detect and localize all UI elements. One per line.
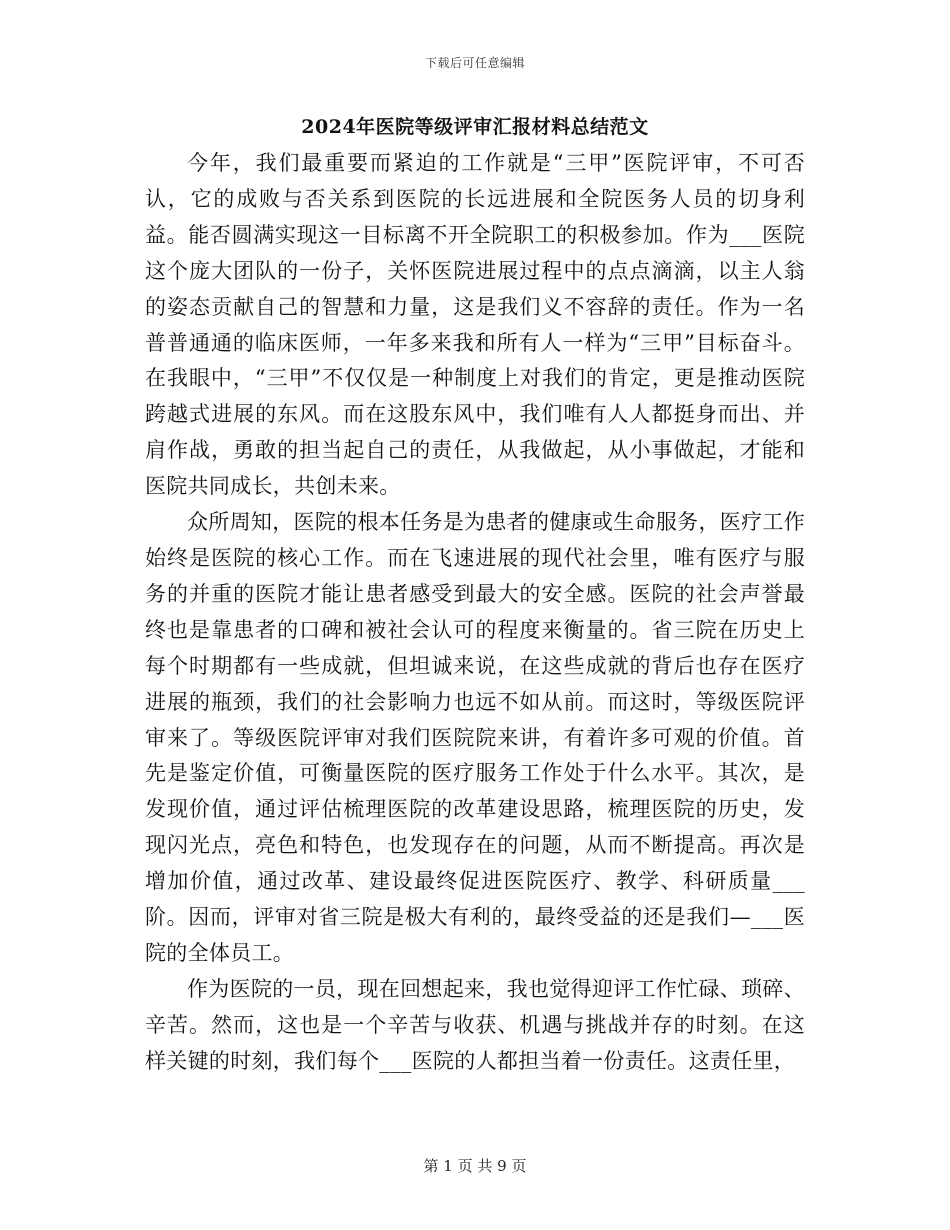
page-number-footer: 第 1 页 共 9 页 — [423, 1157, 527, 1175]
header-note: 下载后可任意编辑 — [424, 56, 525, 70]
paragraph-3: 作为医院的一员，现在回想起来，我也觉得迎评工作忙碌、琐碎、辛苦。然而，这也是一个辛苦与收获、机遇与挑战并存的时刻。在这样关键的时刻，我们每个___医院的人都担当着一份责任。这责任里， — [145, 976, 805, 1073]
document-title: 2024年医院等级评审汇报材料总结范文 — [301, 116, 649, 138]
paragraph-1: 今年，我们最重要而紧迫的工作就是“三甲”医院评审，不可否认，它的成败与否关系到医院的长远进展和全院医务人员的切身利益。能否圆满实现这一目标离不开全院职工的积极参加。作为___医院这个庞大团队的一份子，关怀医院进展过程中的点点滴滴，以主人翁的姿态贡献自己的智慧和力量，这是我们义不容辞的责任。作为一名普普通通的临床医师，一年多来我和所有人一样为“三甲”目标奋斗。在我眼中，“三甲”不仅仅是一种制度上对我们的肯定，更是推动医院跨越式进展的东风。而在这股东风中，我们唯有人人都挺身而出、并肩作战，勇敢的担当起自己的责任，从我做起，从小事做起，才能和医院共同成长，共创未来。 — [145, 151, 805, 499]
document-body — [145, 146, 805, 1080]
paragraph-2: 众所周知，医院的根本任务是为患者的健康或生命服务，医疗工作始终是医院的核心工作。而在飞速进展的现代社会里，唯有医疗与服务的并重的医院才能让患者感受到最大的安全感。医院的社会声誉最终也是靠患者的口碑和被社会认可的程度来衡量的。省三院在历史上每个时期都有一些成就，但坦诚来说，在这些成就的背后也存在医疗进展的瓶颈，我们的社会影响力也远不如从前。而这时，等级医院评审来了。等级医院评审对我们医院院来讲，有着许多可观的价值。首先是鉴定价值，可衡量医院的医疗服务工作处于什么水平。其次，是发现价值，通过评估梳理医院的改革建设思路，梳理医院的历史，发现闪光点，亮色和特色，也发现存在的问题，从而不断提高。再次是增加价值，通过改革、建设最终促进医院医疗、教学、科研质量___阶。因而，评审对省三院是极大有利的，最终受益的还是我们—___医院的全体员工。 — [145, 510, 805, 965]
